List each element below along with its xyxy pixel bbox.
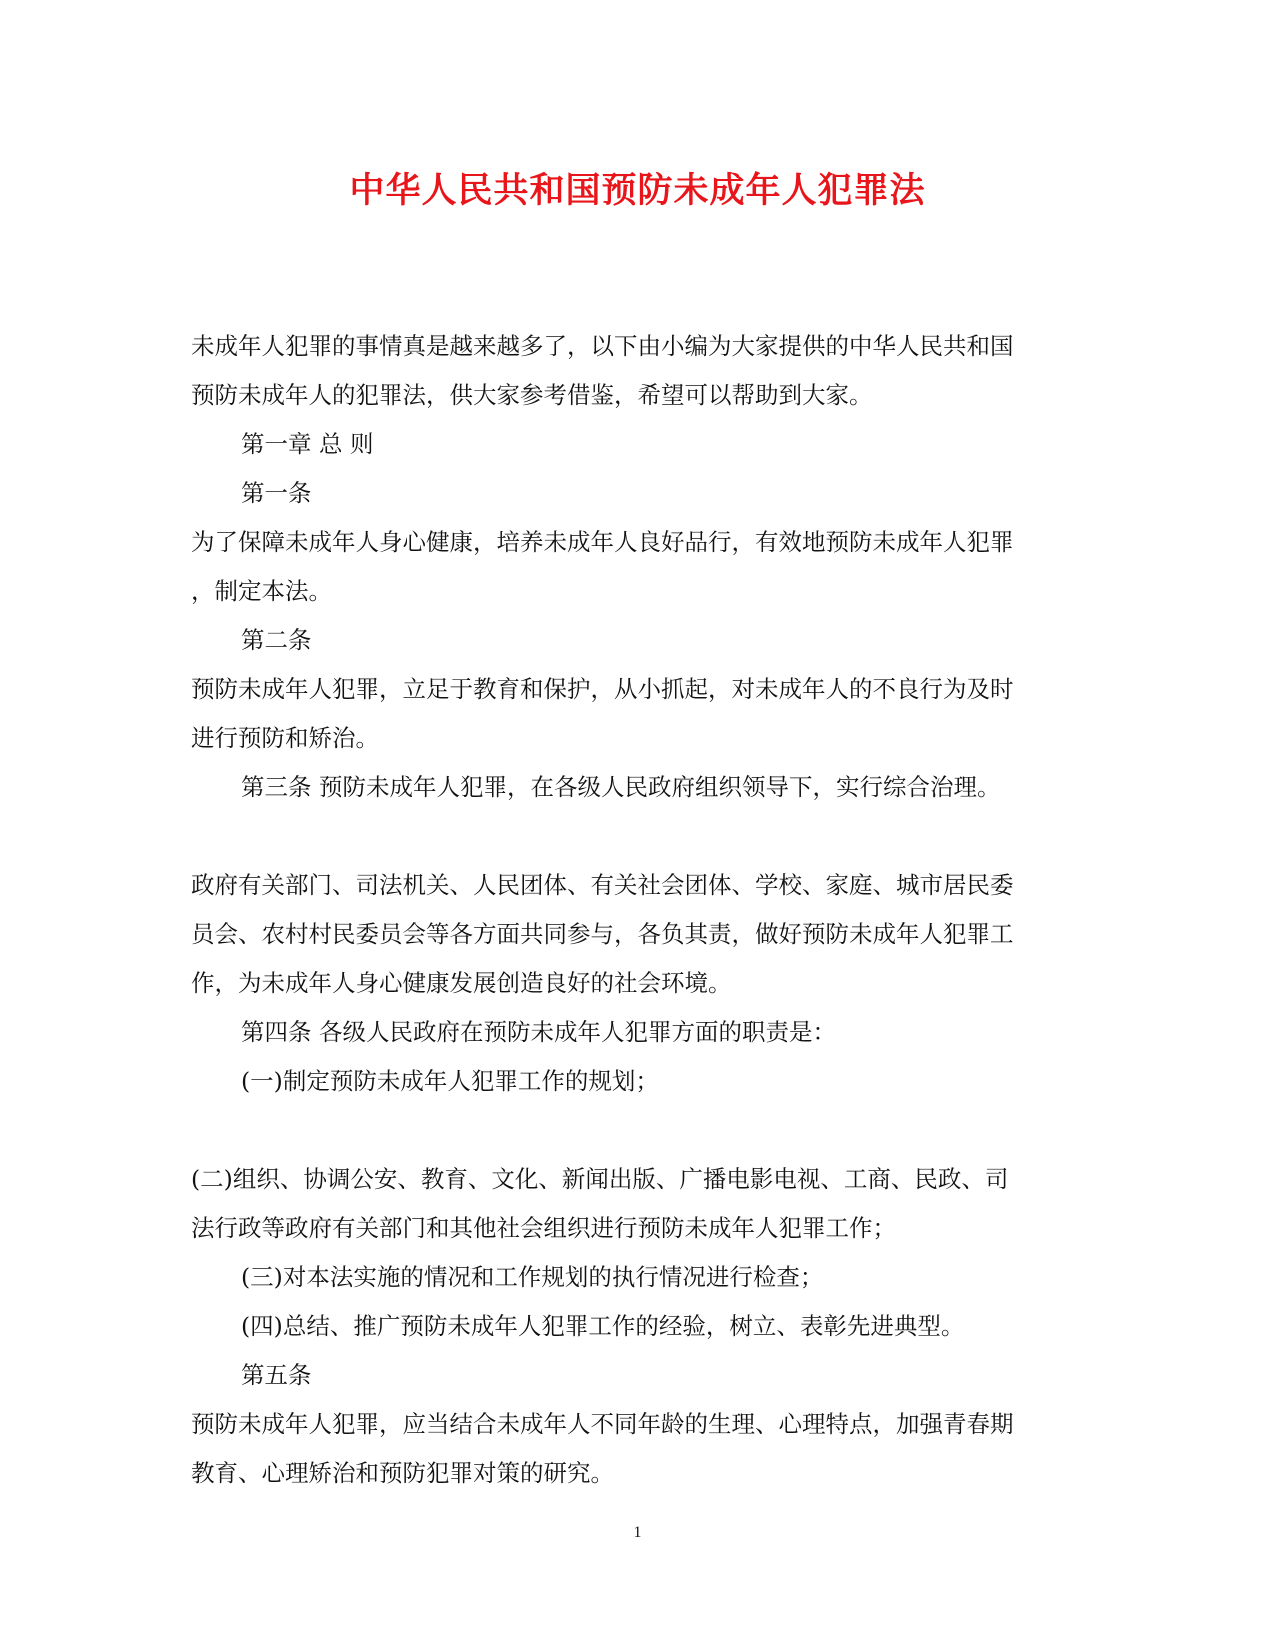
article-heading: 第五条 [241, 1361, 312, 1389]
paragraph-gap [191, 1106, 1071, 1155]
article-heading: 第一条 [241, 479, 312, 507]
article-text: 第三条 预防未成年人犯罪，在各级人民政府组织领导下，实行综合治理。 [241, 773, 1001, 801]
article-heading: 第二条 [241, 626, 312, 654]
page-number: 1 [633, 1524, 642, 1541]
paragraph-line: 法行政等政府有关部门和其他社会组织进行预防未成年人犯罪工作； [191, 1214, 896, 1242]
paragraph-gap [191, 812, 1071, 861]
paragraph-line: 进行预防和矫治。 [191, 724, 379, 752]
paragraph-line: 作，为未成年人身心健康发展创造良好的社会环境。 [191, 969, 732, 997]
paragraph-line: 员会、农村村民委员会等各方面共同参与，各负其责，做好预防未成年人犯罪工 [191, 920, 1014, 948]
paragraph-line: 政府有关部门、司法机关、人民团体、有关社会团体、学校、家庭、城市居民委 [191, 871, 1014, 899]
paragraph-line: 预防未成年人犯罪，应当结合未成年人不同年龄的生理、心理特点，加强青春期 [191, 1410, 1014, 1438]
paragraph-line: 为了保障未成年人身心健康，培养未成年人良好品行，有效地预防未成年人犯罪 [191, 528, 1014, 556]
paragraph-line: 预防未成年人的犯罪法，供大家参考借鉴，希望可以帮助到大家。 [191, 381, 873, 409]
list-item: (一)制定预防未成年人犯罪工作的规划； [241, 1067, 659, 1095]
article-text: 第四条 各级人民政府在预防未成年人犯罪方面的职责是： [241, 1018, 836, 1046]
paragraph-line: 未成年人犯罪的事情真是越来越多了，以下由小编为大家提供的中华人民共和国 [191, 332, 1014, 360]
paragraph-line: 预防未成年人犯罪，立足于教育和保护，从小抓起，对未成年人的不良行为及时 [191, 675, 1014, 703]
list-item: (四)总结、推广预防未成年人犯罪工作的经验，树立、表彰先进典型。 [241, 1312, 965, 1340]
chapter-heading: 第一章 总 则 [241, 430, 374, 458]
document-title: 中华人民共和国预防未成年人犯罪法 [349, 171, 926, 211]
paragraph-line: ，制定本法。 [191, 577, 332, 605]
list-item: (二)组织、协调公安、教育、文化、新闻出版、广播电影电视、工商、民政、司 [191, 1165, 1009, 1193]
document-body [191, 322, 1071, 1498]
paragraph-line: 教育、心理矫治和预防犯罪对策的研究。 [191, 1459, 614, 1487]
list-item: (三)对本法实施的情况和工作规划的执行情况进行检查； [241, 1263, 824, 1291]
